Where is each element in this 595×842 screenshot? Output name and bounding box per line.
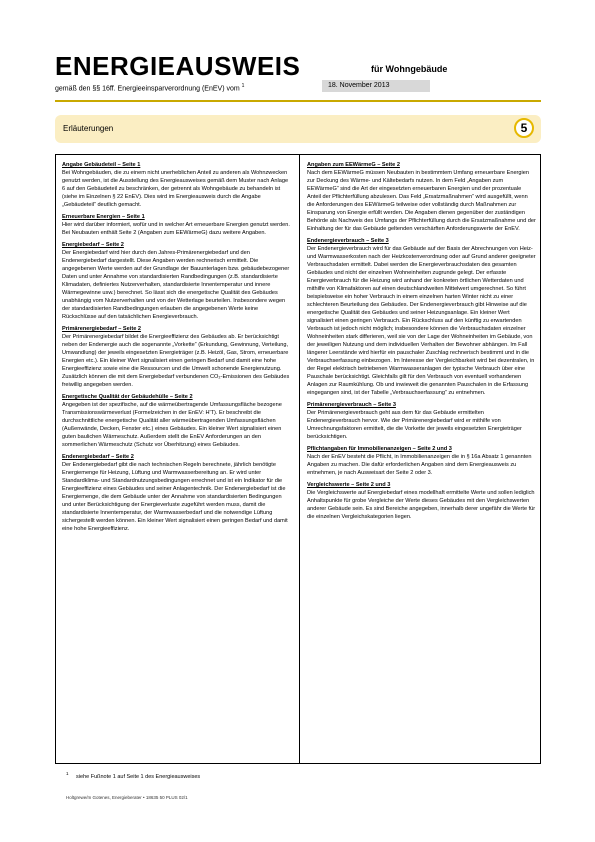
publisher-line: Holtgrewe/m Gotenes, Energieberater • 18635 50 PLUS 02/1 <box>66 795 188 800</box>
section-text: Nach dem EEWärmeG müssen Neubauten in bestimmtem Umfang erneuerbare Energien zur Deckung des Wärme- und Kältebedarfs nutzen. In dem Feld „Angaben zum EEWärmeG“ sind die Art der eingesetzten erneuerbaren Energien und der prozentuale Anteil der Pflichterfüllung abzulesen. Das Feld „Ersatzmaßnahmen“ wird ausgefüllt, wenn die Anforderungen des EEWärmeG teilweise oder vollständig durch Maßnahmen zur Einsparung von Energie erfüllt werden. Die Angaben dienen gegenüber der zuständigen Behörde als Nachweis des Umfangs der Pflichterfüllung durch die Ersatzmaßnahme und der Einhaltung der für das Gebäude geltenden verschärften Anforderungswerte der EnEV. <box>307 170 536 232</box>
section-building-part <box>62 161 291 209</box>
section-heading: Endenergiebedarf – Seite 2 <box>62 454 134 460</box>
section-heading: Energetische Qualität der Gebäudehülle – Seite 2 <box>62 394 193 400</box>
section-eewaermeg <box>307 161 536 233</box>
top-rule <box>55 100 541 102</box>
section-text: Der Primärenergiebedarf bildet die Energieeffizienz des Gebäudes ab. Er berücksichtigt neben der Endenergie auch die sogenannte „Vorkette“ (Erkundung, Gewinnung, Verteilung, Umwandlung) der jeweils eingesetzten Energieträger (z.B. Heizöl, Gas, Strom, erneuerbare Energien etc.). Ein kleiner Wert signalisiert einen geringen Bedarf und damit eine hohe Energieeffizienz sowie eine die Ressourcen und die Umwelt schonende Energienutzung. Zusätzlich können die mit dem Energiebedarf verbundenen CO₂-Emissionen des Gebäudes freiwillig angegeben werden. <box>62 334 290 388</box>
content-frame <box>55 154 541 764</box>
section-envelope-quality <box>62 393 291 449</box>
section-primary-demand <box>62 325 291 389</box>
section-text: Der Endenergieverbrauch wird für das Gebäude auf der Basis der Abrechnungen von Heiz- und Warmwasserkosten nach der Heizkostenverordnung oder auf Grund anderer geeigneter Verbrauchsdaten ermittelt. Dabei werden die Energieverbrauchsdaten des gesamten Gebäudes und nicht der einzelnen Wohneinheiten zugrunde gelegt. Der erfasste Energieverbrauch für die Heizung wird anhand der konkreten örtlichen Wetterdaten und mithilfe von Klimafaktoren auf einen deutschlandweiten Mittelwert umgerechnet. So führt beispielsweise ein hoher Verbrauch in einem einzelnen harten Winter nicht zu einer schlechteren Beurteilung des Gebäudes. Der Endenergieverbrauch gibt Hinweise auf die energetische Qualität des Gebäudes und seiner Heizungsanlage. Ein kleiner Wert signalisiert einen geringen Verbrauch. Ein Rückschluss auf den künftig zu erwartenden Verbrauch ist jedoch nicht möglich; insbesondere können die Verbrauchsdaten einzelner Wohneinheiten stark differieren, weil sie von der Lage der Wohneinheiten im Gebäude, von der jeweiligen Nutzung und dem individuellen Verhalten der Bewohner abhängen. Im Fall längerer Leerstände wird hierfür ein pauschaler Zuschlag rechnerisch bestimmt und in die Verbrauchserfassung einbezogen. Im Interesse der Vergleichbarkeit wird bei dezentralen, in der Regel elektrisch betriebenen Warmwasseranlagen der typische Verbrauch über eine Pauschale berücksichtigt. Gleichfalls gilt für den Verbrauch von eventuell vorhandenen Anlagen zur Raumkühlung. Ob und inwieweit die genannten Pauschalen in die Erfassung eingegangen sind, ist der Tabelle „Verbrauchserfassung“ zu entnehmen. <box>307 246 536 396</box>
document-subtitle: für Wohngebäude <box>371 64 448 74</box>
date-box: 18. November 2013 <box>322 80 430 92</box>
footnote-mark: 1 <box>66 771 69 776</box>
legal-basis <box>55 83 244 92</box>
section-final-demand <box>62 453 291 533</box>
section-heading: Vergleichswerte – Seite 2 und 3 <box>307 482 391 488</box>
document-title: ENERGIEAUSWEIS <box>55 51 301 81</box>
section-heading: Energiebedarf – Seite 2 <box>62 242 124 248</box>
section-text: Der Energiebedarf wird hier durch den Jahres-Primärenergiebedarf und den Endenergiebedarf dargestellt. Diese Angaben werden rechnerisch ermittelt. Die angegebenen Werte werden auf der Grundlage der Bauunterlagen bzw. gebäudebezogener Daten und unter Annahme von standardisierten Randbedingungen (z.B. standardisierte Klimadaten, definiertes Nutzerverhalten, standardisierte Innentemperatur und innere Wärmegewinne usw.) berechnet. So lässt sich die energetische Qualität des Gebäudes unabhängig vom Nutzerverhalten und von der Wetterlage beurteilen. Insbesondere wegen der standardisierten Randbedingungen erlauben die angegebenen Werte keine Rückschlüsse auf den tatsächlichen Energieverbrauch. <box>62 250 290 320</box>
right-column <box>307 161 536 525</box>
section-renewables <box>62 213 291 237</box>
footnote-text: siehe Fußnote 1 auf Seite 1 des Energieausweises <box>76 773 201 780</box>
section-heading: Angabe Gebäudeteil – Seite 1 <box>62 162 141 168</box>
section-band <box>55 115 541 143</box>
section-heading: Erneuerbare Energien – Seite 1 <box>62 214 145 220</box>
section-text: Der Endenergiebedarf gibt die nach technischen Regeln berechnete, jährlich benötigte Energiemenge für Heizung, Lüftung und Warmwasserbereitung an. Er wird unter Standardklima- und Standardnutzungsbedingungen errechnet und ist ein Indikator für die Energieeffizienz eines Gebäudes und seiner Anlagentechnik. Der Endenergiebedarf ist die Energiemenge, die dem Gebäude unter der Annahme von standardisierten Bedingungen und unter Berücksichtigung der Energieverluste zugeführt werden muss, damit die standardisierte Innentemperatur, der Warmwasserbedarf und die notwendige Lüftung sichergestellt werden können. Ein kleiner Wert signalisiert einen geringen Bedarf und damit eine hohe Energieeffizienz. <box>62 462 288 532</box>
section-text: Angegeben ist der spezifische, auf die wärmeübertragende Umfassungsfläche bezogene Transmissionswärmeverlust (Formelzeichen in der EnEV: H'T). Er beschreibt die durchschnittliche energetische Qualität aller wärmeübertragenden Umfassungsflächen (Außenwände, Decken, Fenster etc.) eines Gebäudes. Ein kleiner Wert signalisiert einen guten baulichen Wärmeschutz. Außerdem stellt die EnEV Anforderungen an den sommerlichen Wärmeschutz (Schutz vor Überhitzung) eines Gebäudes. <box>62 402 282 448</box>
section-heading: Angaben zum EEWärmeG – Seite 2 <box>307 162 400 168</box>
left-column <box>62 161 291 537</box>
page-number-badge: 5 <box>514 118 534 138</box>
section-heading: Primärenergieverbrauch – Seite 3 <box>307 402 396 408</box>
section-heading: Endenergieverbrauch – Seite 3 <box>307 238 389 244</box>
section-mandatory-ads <box>307 445 536 477</box>
section-text: Bei Wohngebäuden, die zu einem nicht unerheblichen Anteil zu anderen als Wohnzwecken genutzt werden, ist die Ausstellung des Energieausweises gemäß dem Muster nach Anlage 6 auf den Gebäudeteil zu beschränken, der getrennt als Wohngebäude zu behandeln ist (siehe im Einzelnen § 22 EnEV). Dies wird im Energieausweis durch die Angabe „Gebäudeteil“ deutlich gemacht. <box>62 170 289 208</box>
section-primary-consumption <box>307 401 536 441</box>
section-comparison-values <box>307 481 536 521</box>
section-text: Der Primärenergieverbrauch geht aus dem für das Gebäude ermittelten Endenergieverbrauch hervor. Wie der Primärenergiebedarf wird er mithilfe von Umrechnungsfaktoren ermittelt, die die Vorkette der jeweils eingesetzten Energieträger berücksichtigen. <box>307 410 522 440</box>
footnote <box>66 771 200 780</box>
section-heading: Primärenergiebedarf – Seite 2 <box>62 326 141 332</box>
footnote-ref: 1 <box>241 83 245 89</box>
section-text: Hier wird darüber informiert, wofür und in welcher Art erneuerbare Energien genutzt werden. Bei Neubauten enthält Seite 2 (Angaben zum EEWärmeG) dazu weitere Angaben. <box>62 222 290 236</box>
section-heading: Pflichtangaben für Immobilienanzeigen – Seite 2 und 3 <box>307 446 452 452</box>
section-text: Die Vergleichswerte auf Energiebedarf eines modellhaft ermittelte Werte und sollen lediglich Anhaltspunkte für grobe Vergleiche der Werte dieses Gebäudes mit den Vergleichswerten anderer Gebäude sein. Es sind Bereiche angegeben, innerhalb derer ungefähr die Werte für die einzelnen Vergleichskategorien liegen. <box>307 490 536 520</box>
section-title: Erläuterungen <box>63 124 114 133</box>
section-energy-demand <box>62 241 291 321</box>
section-text: Nach der EnEV besteht die Pflicht, in Immobilienanzeigen die in § 16a Absatz 1 genannten Angaben zu machen. Die dafür erforderlichen Angaben sind dem Energieausweis zu entnehmen, je nach Ausweisart der Seite 2 oder 3. <box>307 454 532 476</box>
column-divider <box>299 155 300 763</box>
legal-basis-text: gemäß den §§ 16ff. Energieeinsparverordnung (EnEV) vom <box>55 85 240 93</box>
section-final-consumption <box>307 237 536 397</box>
